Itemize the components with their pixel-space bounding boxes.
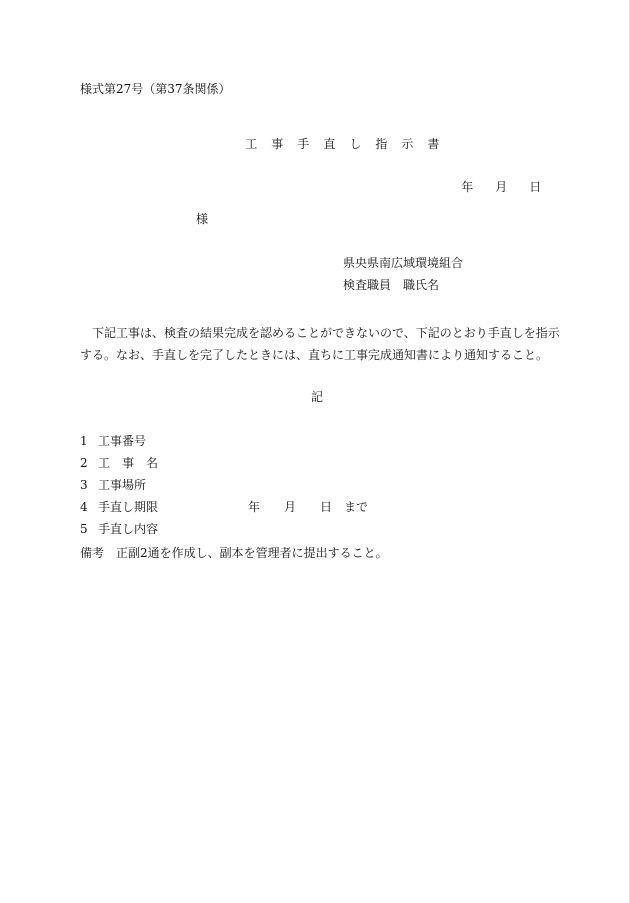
date-month: 月 xyxy=(495,180,508,194)
deadline-fields xyxy=(248,500,368,514)
deadline-until: まで xyxy=(344,500,369,514)
item-number: 4 xyxy=(80,500,88,514)
remarks-note: 備考 正副2通を作成し、副本を管理者に提出すること。 xyxy=(80,546,388,560)
title-char: 直 xyxy=(323,137,336,151)
title-char: 工 xyxy=(245,137,258,151)
title-char: 手 xyxy=(297,137,310,151)
instruction-text xyxy=(80,322,560,366)
list-item xyxy=(80,434,146,448)
list-item xyxy=(80,478,146,492)
title-char: し xyxy=(349,137,362,151)
deadline-month: 月 xyxy=(284,500,297,514)
form-number: 様式第27号（第37条関係） xyxy=(80,82,231,96)
item-label: 手直し期限 xyxy=(98,500,159,514)
organization-name: 県央県南広域環境組合 xyxy=(343,256,464,270)
addressee: 様 xyxy=(196,212,209,226)
document-title xyxy=(230,123,439,165)
item-list xyxy=(80,434,369,546)
ki-heading: 記 xyxy=(311,390,324,404)
date-year: 年 xyxy=(461,180,474,194)
date-day: 日 xyxy=(529,180,542,194)
item-number: 1 xyxy=(80,434,88,448)
instruction-line: する。なお、手直しを完了したときには、直ちに工事完成通知書により通知すること。 xyxy=(80,348,549,362)
instruction-line: 下記工事は、検査の結果完成を認めることができないので、下記のとおり手直しを指示 xyxy=(80,326,560,340)
list-item xyxy=(80,500,158,514)
title-char: 示 xyxy=(401,137,414,151)
item-number: 2 xyxy=(80,456,88,470)
item-label: 手直し内容 xyxy=(98,522,159,536)
deadline-day: 日 xyxy=(320,500,333,514)
deadline-year: 年 xyxy=(248,500,261,514)
item-label: 工 事 名 xyxy=(98,456,159,470)
inspector-name: 検査職員 職氏名 xyxy=(343,278,440,292)
item-number: 3 xyxy=(80,478,88,492)
issue-date xyxy=(446,166,541,208)
item-number: 5 xyxy=(80,522,88,536)
list-item xyxy=(80,522,158,536)
item-label: 工事場所 xyxy=(98,478,147,492)
title-char: 書 xyxy=(427,137,440,151)
title-char: 事 xyxy=(271,137,284,151)
list-item xyxy=(80,456,158,470)
title-char: 指 xyxy=(375,137,388,151)
item-label: 工事番号 xyxy=(98,434,147,448)
